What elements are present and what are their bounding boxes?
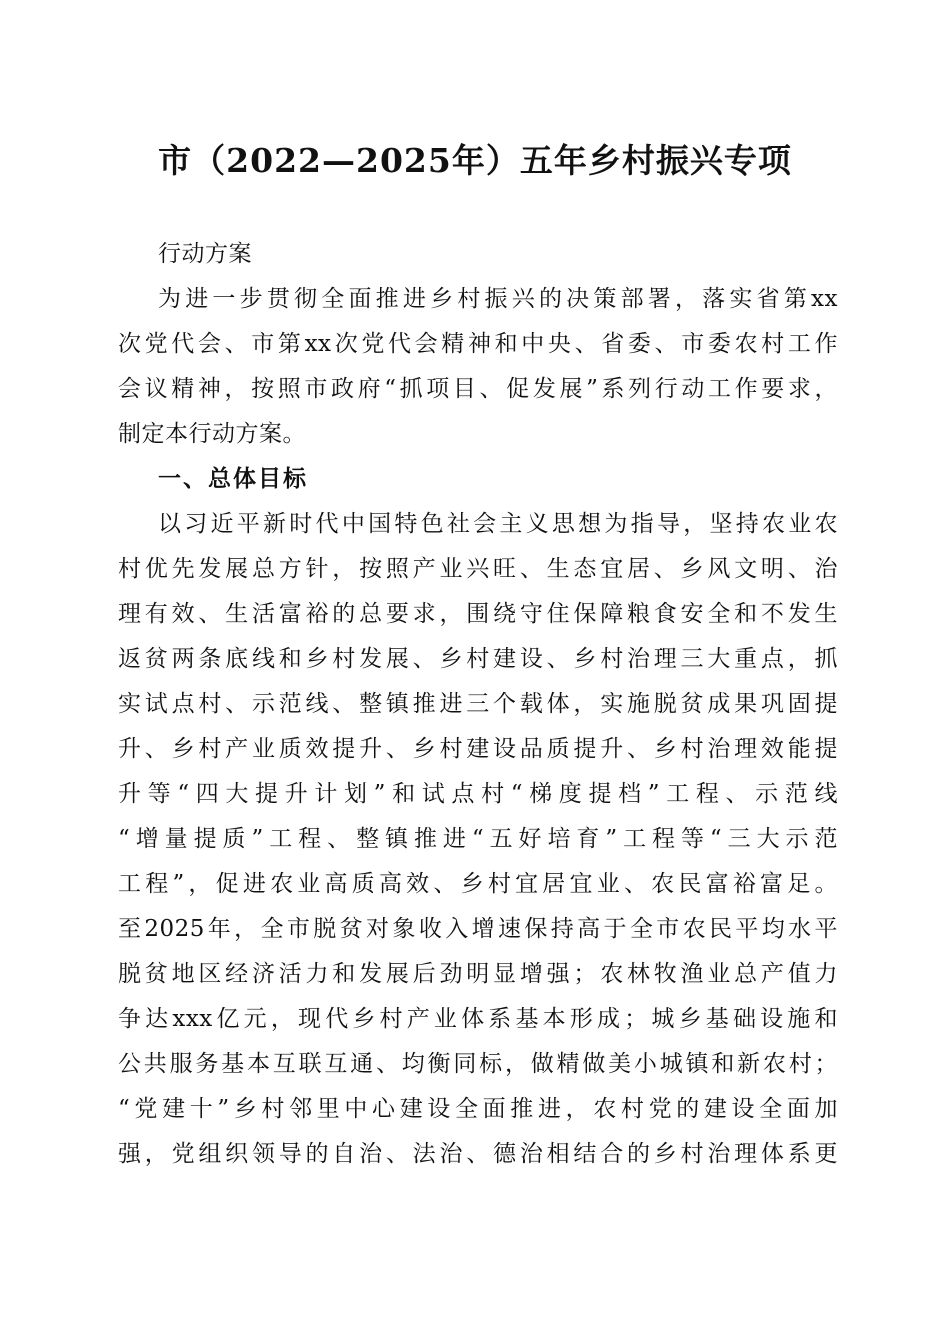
- paragraph-line: 公共服务基本互联互通、均衡同标，做精做美小城镇和新农村；: [118, 1051, 838, 1077]
- paragraph-line: 至2025年，全市脱贫对象收入增速保持高于全市农民平均水平: [118, 916, 838, 942]
- intro-line: 会议精神，按照市政府“抓项目、促发展”系列行动工作要求，: [118, 376, 838, 402]
- paragraph-line: 强，党组织领导的自治、法治、德治相结合的乡村治理体系更: [118, 1141, 838, 1167]
- intro-line: 制定本行动方案。: [118, 421, 306, 447]
- paragraph-line: 返贫两条底线和乡村发展、乡村建设、乡村治理三大重点，抓: [118, 646, 838, 672]
- document-body: [118, 232, 838, 1177]
- paragraph-line: “增量提质”工程、整镇推进“五好培育”工程等“三大示范: [118, 826, 838, 852]
- paragraph-line: 争达xxx亿元，现代乡村产业体系基本形成；城乡基础设施和: [118, 1006, 838, 1032]
- paragraph-line: 升、乡村产业质效提升、乡村建设品质提升、乡村治理效能提: [118, 736, 838, 762]
- document-subtitle: 行动方案: [158, 241, 252, 267]
- paragraph-line: “党建十”乡村邻里中心建设全面推进，农村党的建设全面加: [118, 1096, 838, 1122]
- paragraph-line: 升等“四大提升计划”和试点村“梯度提档”工程、示范线: [118, 781, 838, 807]
- paragraph-line: 村优先发展总方针，按照产业兴旺、生态宜居、乡风文明、治: [118, 556, 838, 582]
- intro-line: 为进一步贯彻全面推进乡村振兴的决策部署，落实省第xx: [158, 286, 838, 312]
- document-title: 市（2022—2025年）五年乡村振兴专项: [158, 141, 792, 180]
- section-heading: 一、总体目标: [158, 466, 308, 492]
- paragraph-line: 工程”，促进农业高质高效、乡村宜居宜业、农民富裕富足。: [118, 871, 838, 897]
- paragraph-line: 以习近平新时代中国特色社会主义思想为指导，坚持农业农: [158, 511, 838, 537]
- paragraph-line: 脱贫地区经济活力和发展后劲明显增强；农林牧渔业总产值力: [118, 961, 838, 987]
- paragraph-line: 理有效、生活富裕的总要求，围绕守住保障粮食安全和不发生: [118, 601, 838, 627]
- intro-line: 次党代会、市第xx次党代会精神和中央、省委、市委农村工作: [118, 331, 838, 357]
- paragraph-line: 实试点村、示范线、整镇推进三个载体，实施脱贫成果巩固提: [118, 691, 838, 717]
